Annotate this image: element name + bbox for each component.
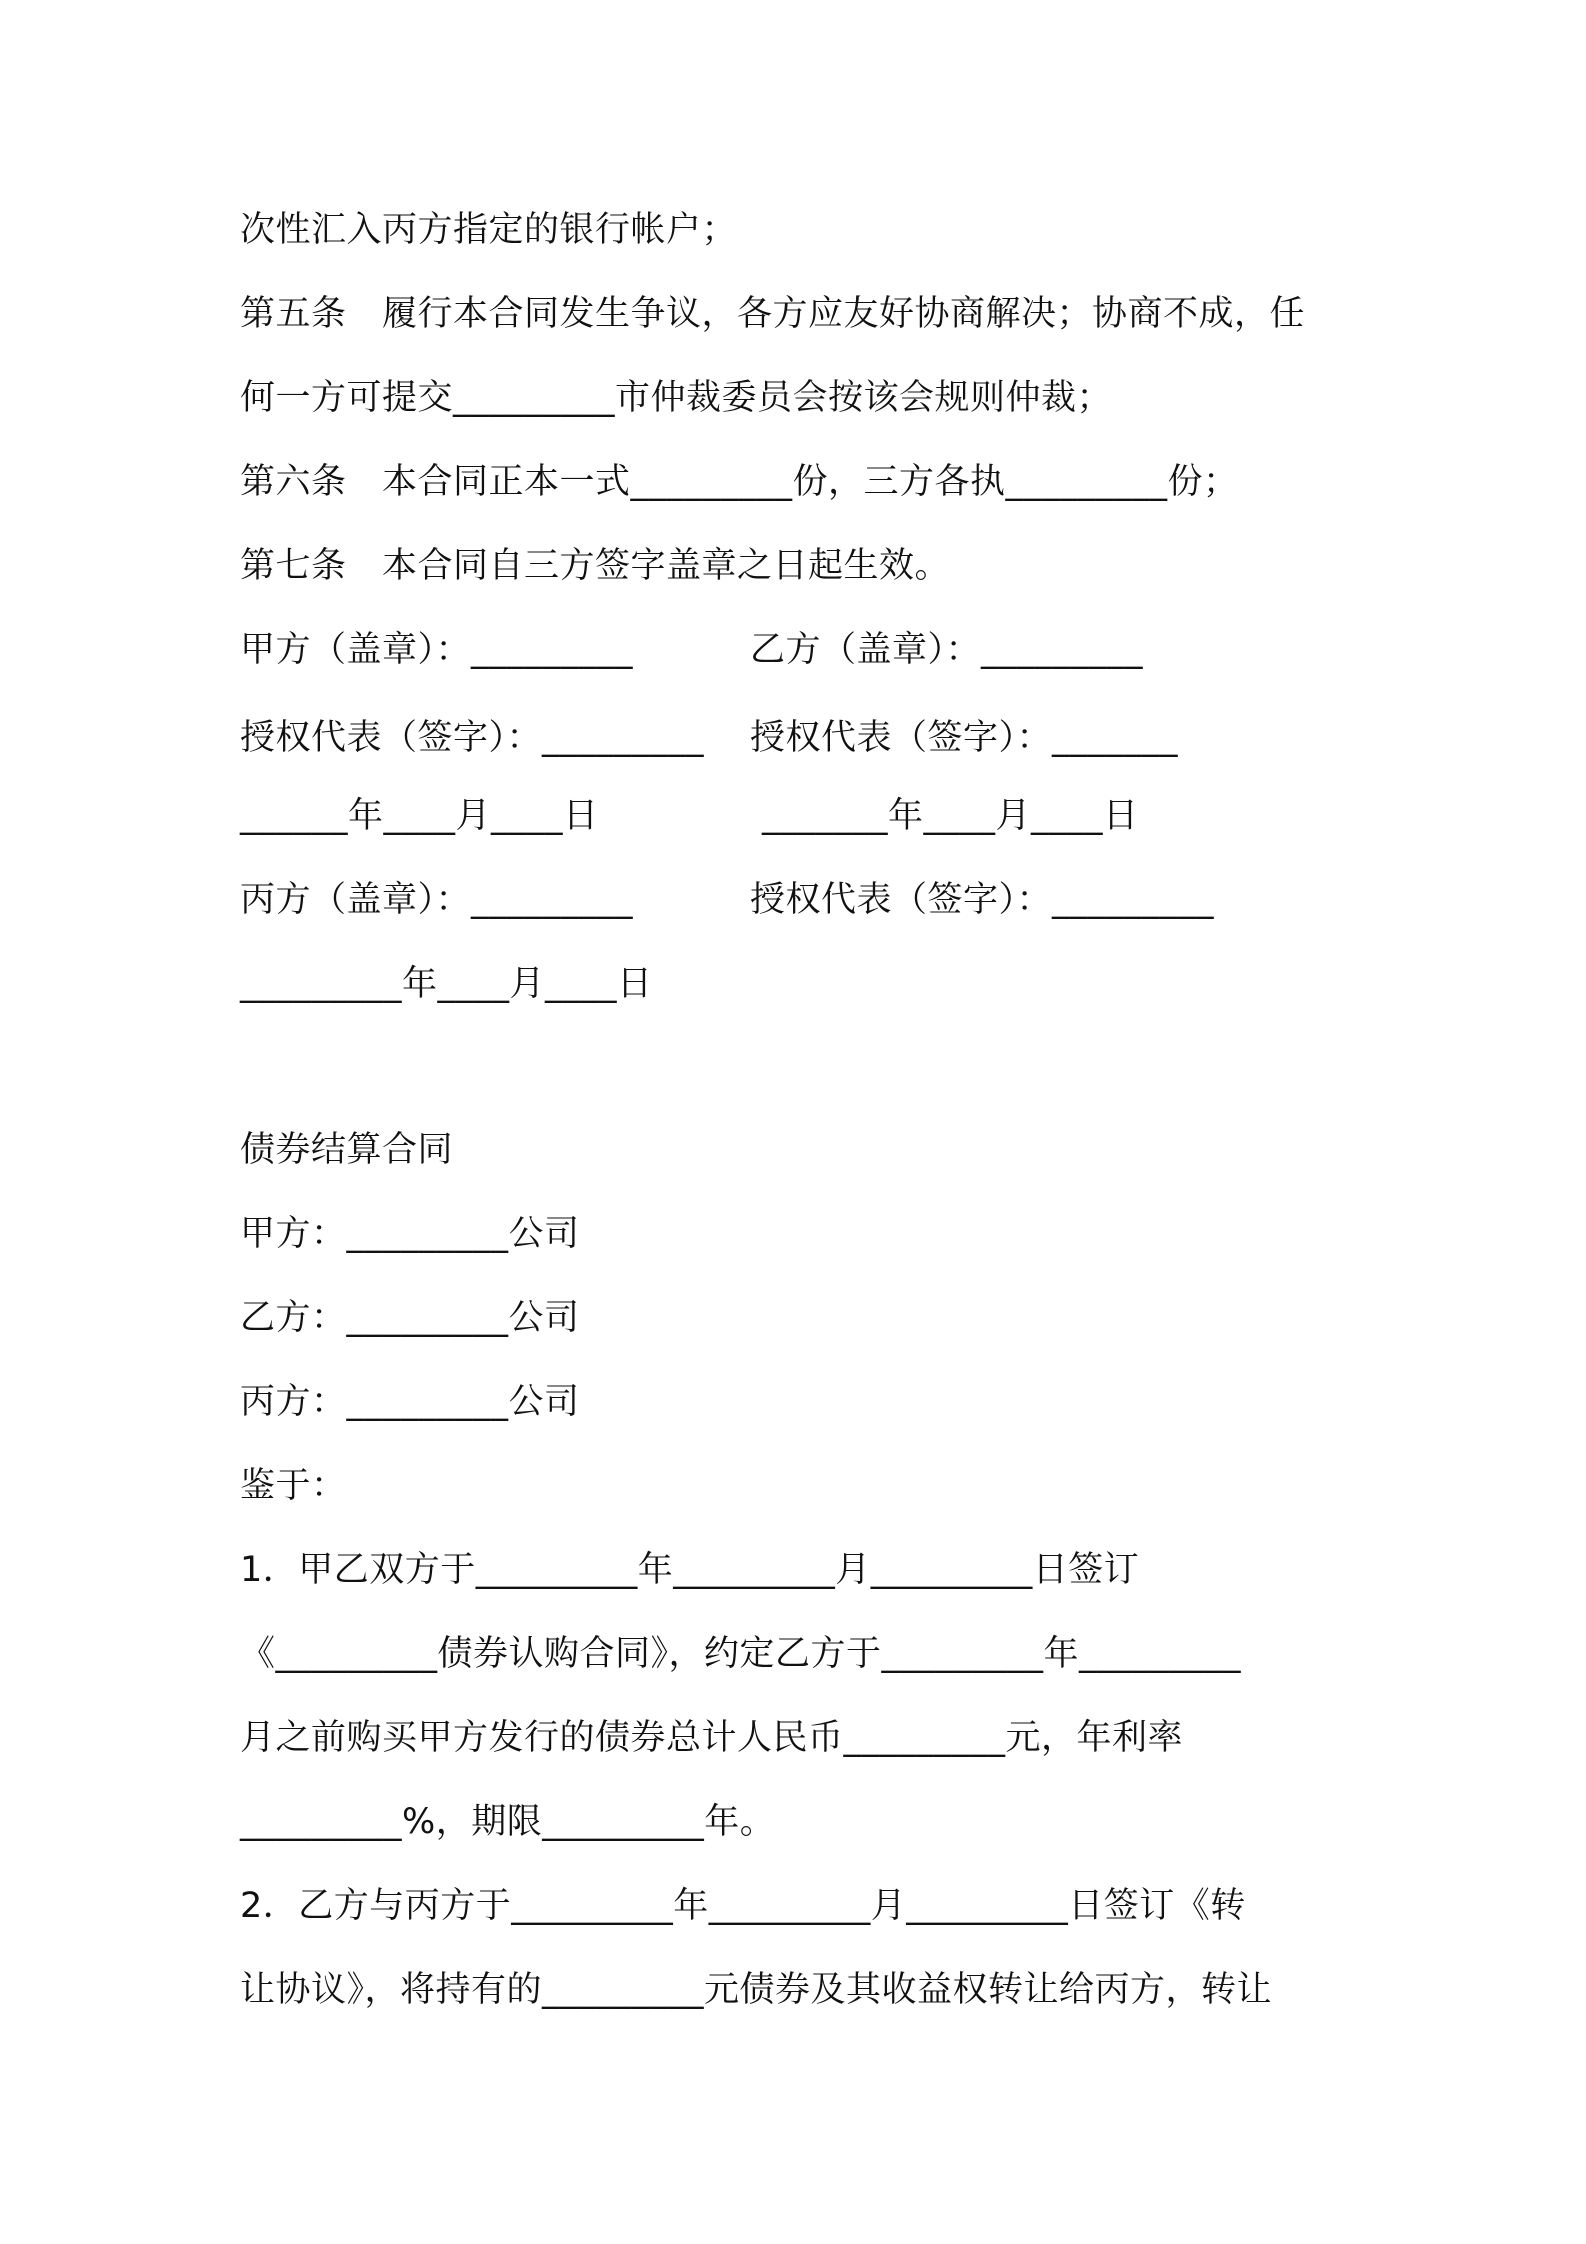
party-b-date: _______年____月____日 [762,796,1139,836]
party-c-date: _________年____月____日 [240,964,653,1004]
item-1-line-1 [240,1542,1360,1598]
party-c-line [240,1374,1360,1430]
date-line-ab [240,788,1360,844]
rep-line-ab [240,710,1360,766]
party-c-company: 丙方：_________公司 [240,1382,580,1422]
party-b-seal: 乙方（盖章）：_________ [750,630,1144,670]
party-b-line [240,1290,1360,1346]
item-1-text-cont: 月之前购买甲方发行的债券总计人民币_________元，年利率 [240,1718,1184,1758]
date-line-c [240,956,1360,1012]
article-7 [240,538,1360,594]
party-c-seal: 丙方（盖章）：_________ [240,880,634,920]
item-2-text: 2．乙方与丙方于_________年_________月_________日签订《转 [240,1886,1246,1926]
article-5-text-cont: 何一方可提交_________市仲裁委员会按该会规则仲裁； [240,378,1113,418]
seal-line-c [240,872,1360,928]
article-5-text: 第五条 履行本合同发生争议，各方应友好协商解决；协商不成，任 [240,294,1306,334]
item-1-line-2 [240,1626,1360,1682]
article-6-text: 第六条 本合同正本一式_________份，三方各执_________份； [240,462,1239,502]
article-6 [240,454,1360,510]
party-a-seal: 甲方（盖章）：_________ [240,630,634,670]
item-2-text-cont: 让协议》，将持有的_________元债券及其收益权转让给丙方，转让 [240,1970,1273,2010]
party-b-company: 乙方：_________公司 [240,1298,580,1338]
seal-line-ab [240,622,1360,678]
item-2-line-2 [240,1962,1360,2018]
item-1-line-3 [240,1710,1360,1766]
item-2-line-1 [240,1878,1360,1934]
text-line [240,202,1360,258]
contract-title-text: 债券结算合同 [240,1130,454,1170]
item-1-text: 1．甲乙双方于_________年_________月_________日签订 [240,1550,1140,1590]
whereas-text: 鉴于： [240,1466,347,1506]
article-5-line-2 [240,370,1360,426]
party-c-rep: 授权代表（签字）：_________ [750,880,1215,920]
party-a-company: 甲方：_________公司 [240,1214,580,1254]
article-5-line-1 [240,286,1360,342]
whereas-line [240,1458,1360,1514]
contract-title [240,1122,1360,1178]
party-a-date: ______年____月____日 [240,796,599,836]
item-1-line-4 [240,1794,1360,1850]
item-1-text-cont: 《_________债券认购合同》，约定乙方于_________年_________ [240,1634,1242,1674]
party-a-rep: 授权代表（签字）：_________ [240,718,705,758]
party-b-rep: 授权代表（签字）：_______ [750,718,1179,758]
article-7-text: 第七条 本合同自三方签字盖章之日起生效。 [240,546,951,586]
text-line-content: 次性汇入丙方指定的银行帐户； [240,210,738,250]
party-a-line [240,1206,1360,1262]
item-1-text-cont: _________%，期限_________年。 [240,1802,776,1842]
